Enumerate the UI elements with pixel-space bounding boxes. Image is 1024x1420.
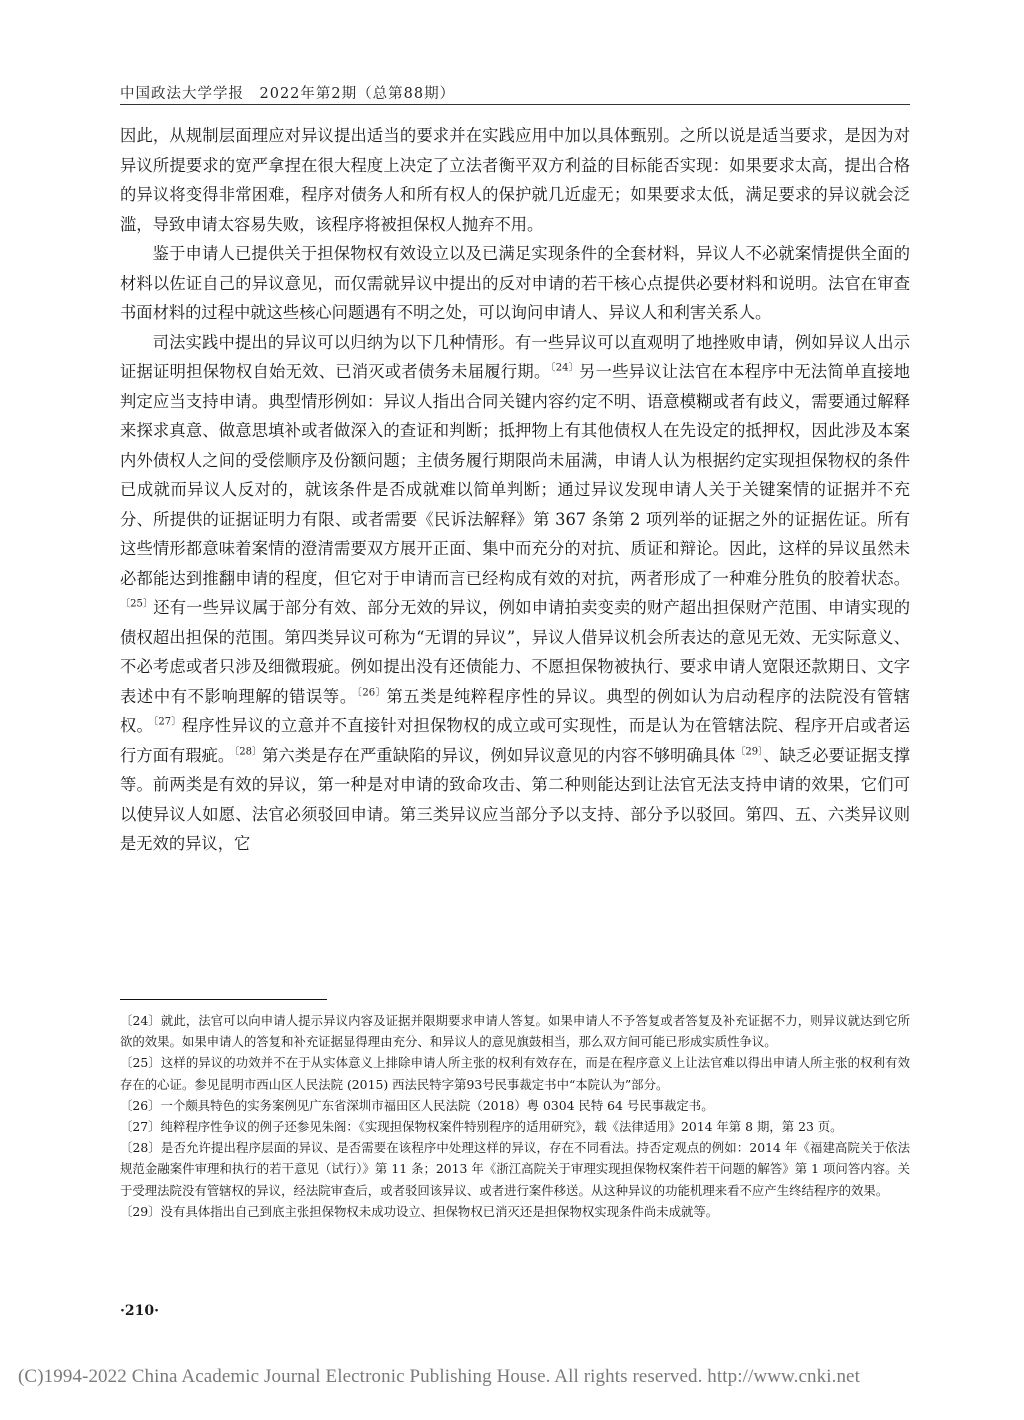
footnote-24: 〔24〕就此，法官可以向申请人提示异议内容及证据并限期要求申请人答复。如果申请人不予答复或者答复及补充证据不力，则异议就达到它所欲的效果。如果申请人的答复和补充证据显得理由充分、和异议人的意见旗鼓相当，那么双方间可能已形成实质性争议。: [120, 1013, 910, 1050]
paragraph-3-text: 第五类是纯粹程序性的异议。典型的例如认为启动程序的法院没有管辖权。: [120, 686, 910, 735]
page-number: ·210·: [120, 1303, 159, 1319]
footnote-ref-26[interactable]: 〔26〕: [356, 687, 387, 699]
footnote-separator: [120, 999, 327, 1000]
paragraph-3-text: 、缺乏必要证据支撑等。前两类是有效的异议，第一种是对申请的致命攻击、第二种则能达到让法官无法支持申请的效果，它们可以使异议人如愿、法官必须驳回申请。第三类异议应当部分予以支持、部分予以驳回。第四、五、六类异议则是无效的异议，它: [120, 745, 910, 853]
paragraph-3: [120, 328, 910, 859]
paragraph-2: 鉴于申请人已提供关于担保物权有效设立以及已满足实现条件的全套材料，异议人不必就案情提供全面的材料以佐证自己的异议意见，而仅需就异议中提出的反对申请的若干核心点提供必要材料和说明。法官在审查书面材料的过程中就这些核心问题遇有不明之处，可以询问申请人、异议人和利害关系人。: [120, 244, 910, 322]
footnote-ref-24[interactable]: 〔24〕: [550, 362, 580, 374]
header-rule: [120, 104, 910, 105]
paragraph-3-text: 第六类是存在严重缺陷的异议，例如异议意见的内容不够明确具体: [262, 745, 736, 765]
footnote-25: 〔25〕这样的异议的功效并不在于从实体意义上排除申请人所主张的权利有效存在，而是在程序意义上让法官难以得出申请人所主张的权利有效存在的心证。参见昆明市西山区人民法院 (2015) 西法民特字第93号民事裁定书中“本院认为”部分。: [120, 1055, 910, 1092]
running-header: 中国政法大学学报 2022年第2期（总第88期）: [120, 86, 456, 102]
footnote-29: 〔29〕没有具体指出自己到底主张担保物权未成功设立、担保物权已消灭还是担保物权实现条件尚未成就等。: [120, 1203, 719, 1219]
footnote-ref-28[interactable]: 〔28〕: [234, 746, 263, 758]
footnote-26: 〔26〕一个颇具特色的实务案例见广东省深圳市福田区人民法院（2018）粤 0304 民特 64 号民事裁定书。: [120, 1097, 714, 1113]
footnote-28: 〔28〕是否允许提出程序层面的异议、是否需要在该程序中处理这样的异议，存在不同看法。持否定观点的例如：2014 年《福建高院关于依法规范金融案件审理和执行的若干意见（试行）》第 11 条；2013 年《浙江高院关于审理实现担保物权案件若干问题的解答》第 1 项问答内容。关于受理法院没有管辖权的异议，经法院审查后，或者驳回该异议、或者进行案件移送。从这种异议的功能机理来看不应产生终结程序的效果。: [120, 1140, 910, 1198]
paragraph-3-text: 司法实践中提出的异议可以归纳为以下几种情形。有一些异议可以直观明了地挫败申请，例如异议人出示证据证明担保物权自始无效、已消灭或者债务未届履行期。: [120, 332, 910, 381]
paragraph-3-text: 程序性异议的立意并不直接针对担保物权的成立或可实现性，而是认为在管辖法院、程序开启或者运行方面有瑕疵。: [120, 716, 910, 765]
footnote-ref-29[interactable]: 〔29〕: [735, 746, 764, 758]
paragraph-1: 因此，从规制层面理应对异议提出适当的要求并在实践应用中加以具体甄别。之所以说是适当要求，是因为对异议所提要求的宽严拿捏在很大程度上决定了立法者衡平双方利益的目标能否实现：如果要求太高，提出合格的异议将变得非常困难，程序对债务人和所有权人的保护就几近虚无；如果要求太低，满足要求的异议就会泛滥，导致申请太容易失败，该程序将被担保权人抛弃不用。: [120, 126, 910, 234]
copyright-notice: (C)1994-2022 China Academic Journal Electronic Publishing House. All rights reserved. http://www.cnki.net: [18, 1366, 860, 1387]
footnotes: [120, 1010, 910, 1222]
footnote-ref-27[interactable]: 〔27〕: [153, 716, 182, 728]
footnote-27: 〔27〕纯粹程序性争议的例子还参见朱阁：《实现担保物权案件特别程序的适用研究》，载《法律适用》2014 年第 8 期，第 23 页。: [120, 1119, 843, 1135]
paragraph-3-text: 还有一些异议属于部分有效、部分无效的异议，例如申请拍卖变卖的财产超出担保财产范围、申请实现的债权超出担保的范围。第四类异议可称为“无谓的异议”，异议人借异议机会所表达的意见无效、无实际意义、不必考虑或者只涉及细微瑕疵。例如提出没有还债能力、不愿担保物被执行、要求申请人宽限还款期日、文字表述中有不影响理解的错误等。: [120, 598, 910, 706]
paragraph-3-text: 另一些异议让法官在本程序中无法简单直接地判定应当支持申请。典型情形例如：异议人指出合同关键内容约定不明、语意模糊或者有歧义，需要通过解释来探求真意、做意思填补或者做深入的查证和判断；抵押物上有其他债权人在先设定的抵押权，因此涉及本案内外债权人之间的受偿顺序及份额问题；主债务履行期限尚未届满，申请人认为根据约定实现担保物权的条件已成就而异议人反对的，就该条件是否成就难以简单判断；通过异议发现申请人关于关键案情的证据并不充分、所提供的证据证明力有限、或者需要《民诉法解释》第 367 条第 2 项列举的证据之外的证据佐证。所有这些情形都意味着案情的澄清需要双方展开正面、集中而充分的对抗、质证和辩论。因此，这样的异议虽然未必都能达到推翻申请的程度，但它对于申请而言已经构成有效的对抗，两者形成了一种难分胜负的胶着状态。: [120, 362, 910, 588]
footnote-ref-25[interactable]: 〔25〕: [120, 598, 154, 610]
article-body: [120, 121, 910, 859]
